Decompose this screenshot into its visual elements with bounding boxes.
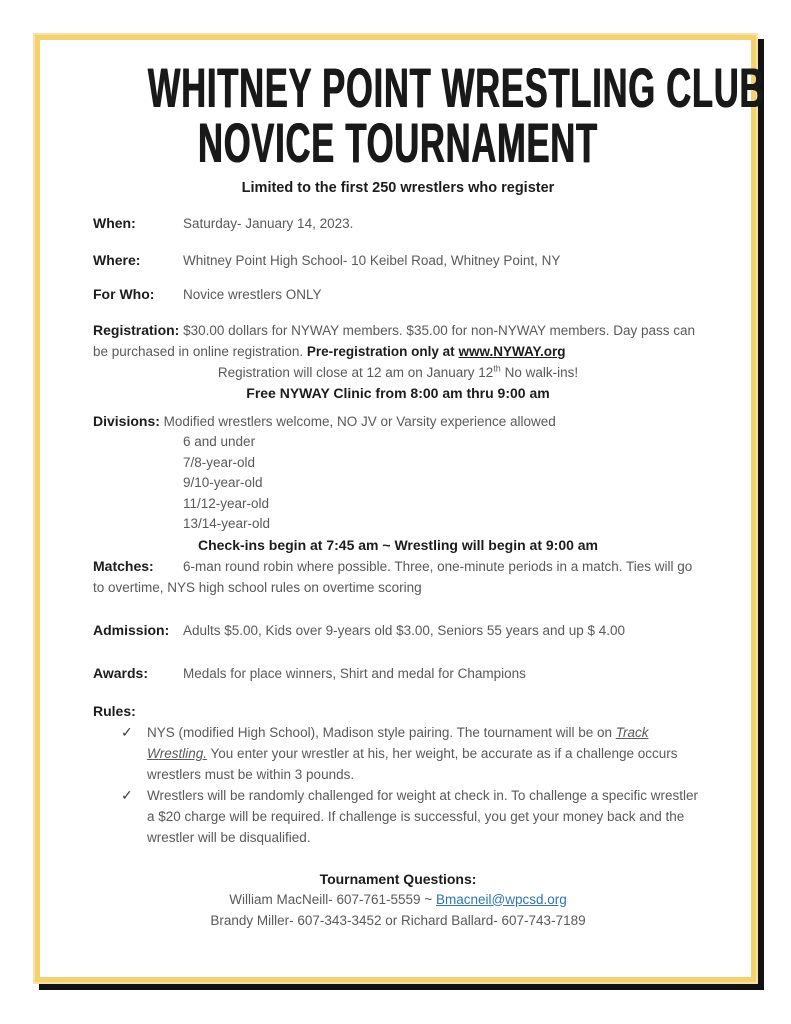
close-line-text: Registration will close at 12 am on January 12 [217,365,494,380]
tournament-questions-heading: Tournament Questions: [319,870,477,887]
admission-value: Adults $5.00, Kids over 9-years old $3.00, Seniors 55 years and up $ 4.00 [183,622,626,638]
checkin-line: Check-ins begin at 7:45 am ~ Wrestling will begin at 9:00 am [197,536,599,553]
awards-value: Medals for place winners, Shirt and medal for Champions [183,665,526,681]
admission-row [93,620,703,641]
contact-line-2: Brandy Miller- 607-343-3452 or Richard Ballard- 607-743-7189 [210,912,586,928]
rules-item1-text: NYS (modified High School), Madison style pairing. The tournament will be on [147,724,616,740]
rules-item [121,722,703,785]
for-who-value: Novice wrestlers ONLY [183,287,322,302]
divisions-label: Divisions: [93,413,160,429]
age-group-item: 13/14-year-old [183,516,271,531]
age-group-item: 6 and under [183,434,256,449]
awards-row [93,663,703,684]
matches-label: Matches: [93,557,154,574]
when-value: Saturday- January 14, 2023. [183,216,354,231]
for-who-row [93,284,703,305]
for-who-label: For Who: [93,286,155,302]
when-row [93,213,703,234]
clinic-line: Free NYWAY Clinic from 8:00 am thru 9:00 am [246,385,550,401]
email-link[interactable]: Bmacneil@wpcsd.org [435,891,567,907]
flyer-content [40,40,766,977]
when-label: When: [93,215,136,231]
matches-paragraph [93,556,703,598]
age-group-list [93,432,703,535]
registration-paragraph [93,320,703,362]
divisions-paragraph [93,411,703,432]
preregistration-text: Pre-registration only at [306,344,459,359]
rules-list [93,722,703,848]
rules-item2-text: Wrestlers will be randomly challenged for weight at check in. To challenge a specific wrestler a $20 charge will be required. If challenge is successful, you get your money back and the wrestler will be disqualified. [147,787,699,845]
nyway-link[interactable]: www.NYWAY.org [458,344,566,359]
flyer-page-frame [33,33,766,984]
divisions-intro: Modified wrestlers welcome, NO JV or Varsity experience allowed [159,414,556,429]
rules-item [121,785,703,848]
contact-macneill: William MacNeill- 607-761-5559 ~ [229,891,436,907]
contact-line-1 [93,889,703,910]
age-group-item: 7/8-year-old [183,454,256,470]
where-label: Where: [93,252,141,268]
page-title-line1: WHITNEY POINT WRESTLING CLUB [147,56,766,119]
registration-label: Registration: [93,322,180,338]
registration-close-line [93,363,703,383]
matches-value: 6-man round robin where possible. Three, one-minute periods in a match. Ties will go to overtime, NYS high school rules on overtime scoring [93,558,693,595]
rules-heading: Rules: [93,702,136,719]
close-line-tail: No walk-ins! [500,365,579,380]
rules-item1-tail: You enter your wrestler at his, her weight, be accurate as if a challenge occurs wrestlers must be within 3 pounds. [147,745,678,782]
awards-label: Awards: [93,664,148,681]
where-row [93,250,703,271]
checkmark-icon: ✓ [121,786,133,803]
track-wrestling-link: Track Wrestling. [147,724,649,761]
page-title-line2: NOVICE TOURNAMENT [198,112,598,175]
age-group-item: 11/12-year-old [183,495,270,511]
limit-subtitle: Limited to the first 250 wrestlers who register [241,180,555,196]
close-line-superscript: th [493,363,501,374]
checkmark-icon: ✓ [121,723,133,740]
admission-label: Admission: [93,621,170,638]
registration-body: $30.00 dollars for NYWAY members. $35.00 for non-NYWAY members. Day pass can be purchased in online registration. [93,323,696,359]
where-value: Whitney Point High School- 10 Keibel Road, Whitney Point, NY [183,253,561,268]
age-group-item: 9/10-year-old [183,475,263,490]
